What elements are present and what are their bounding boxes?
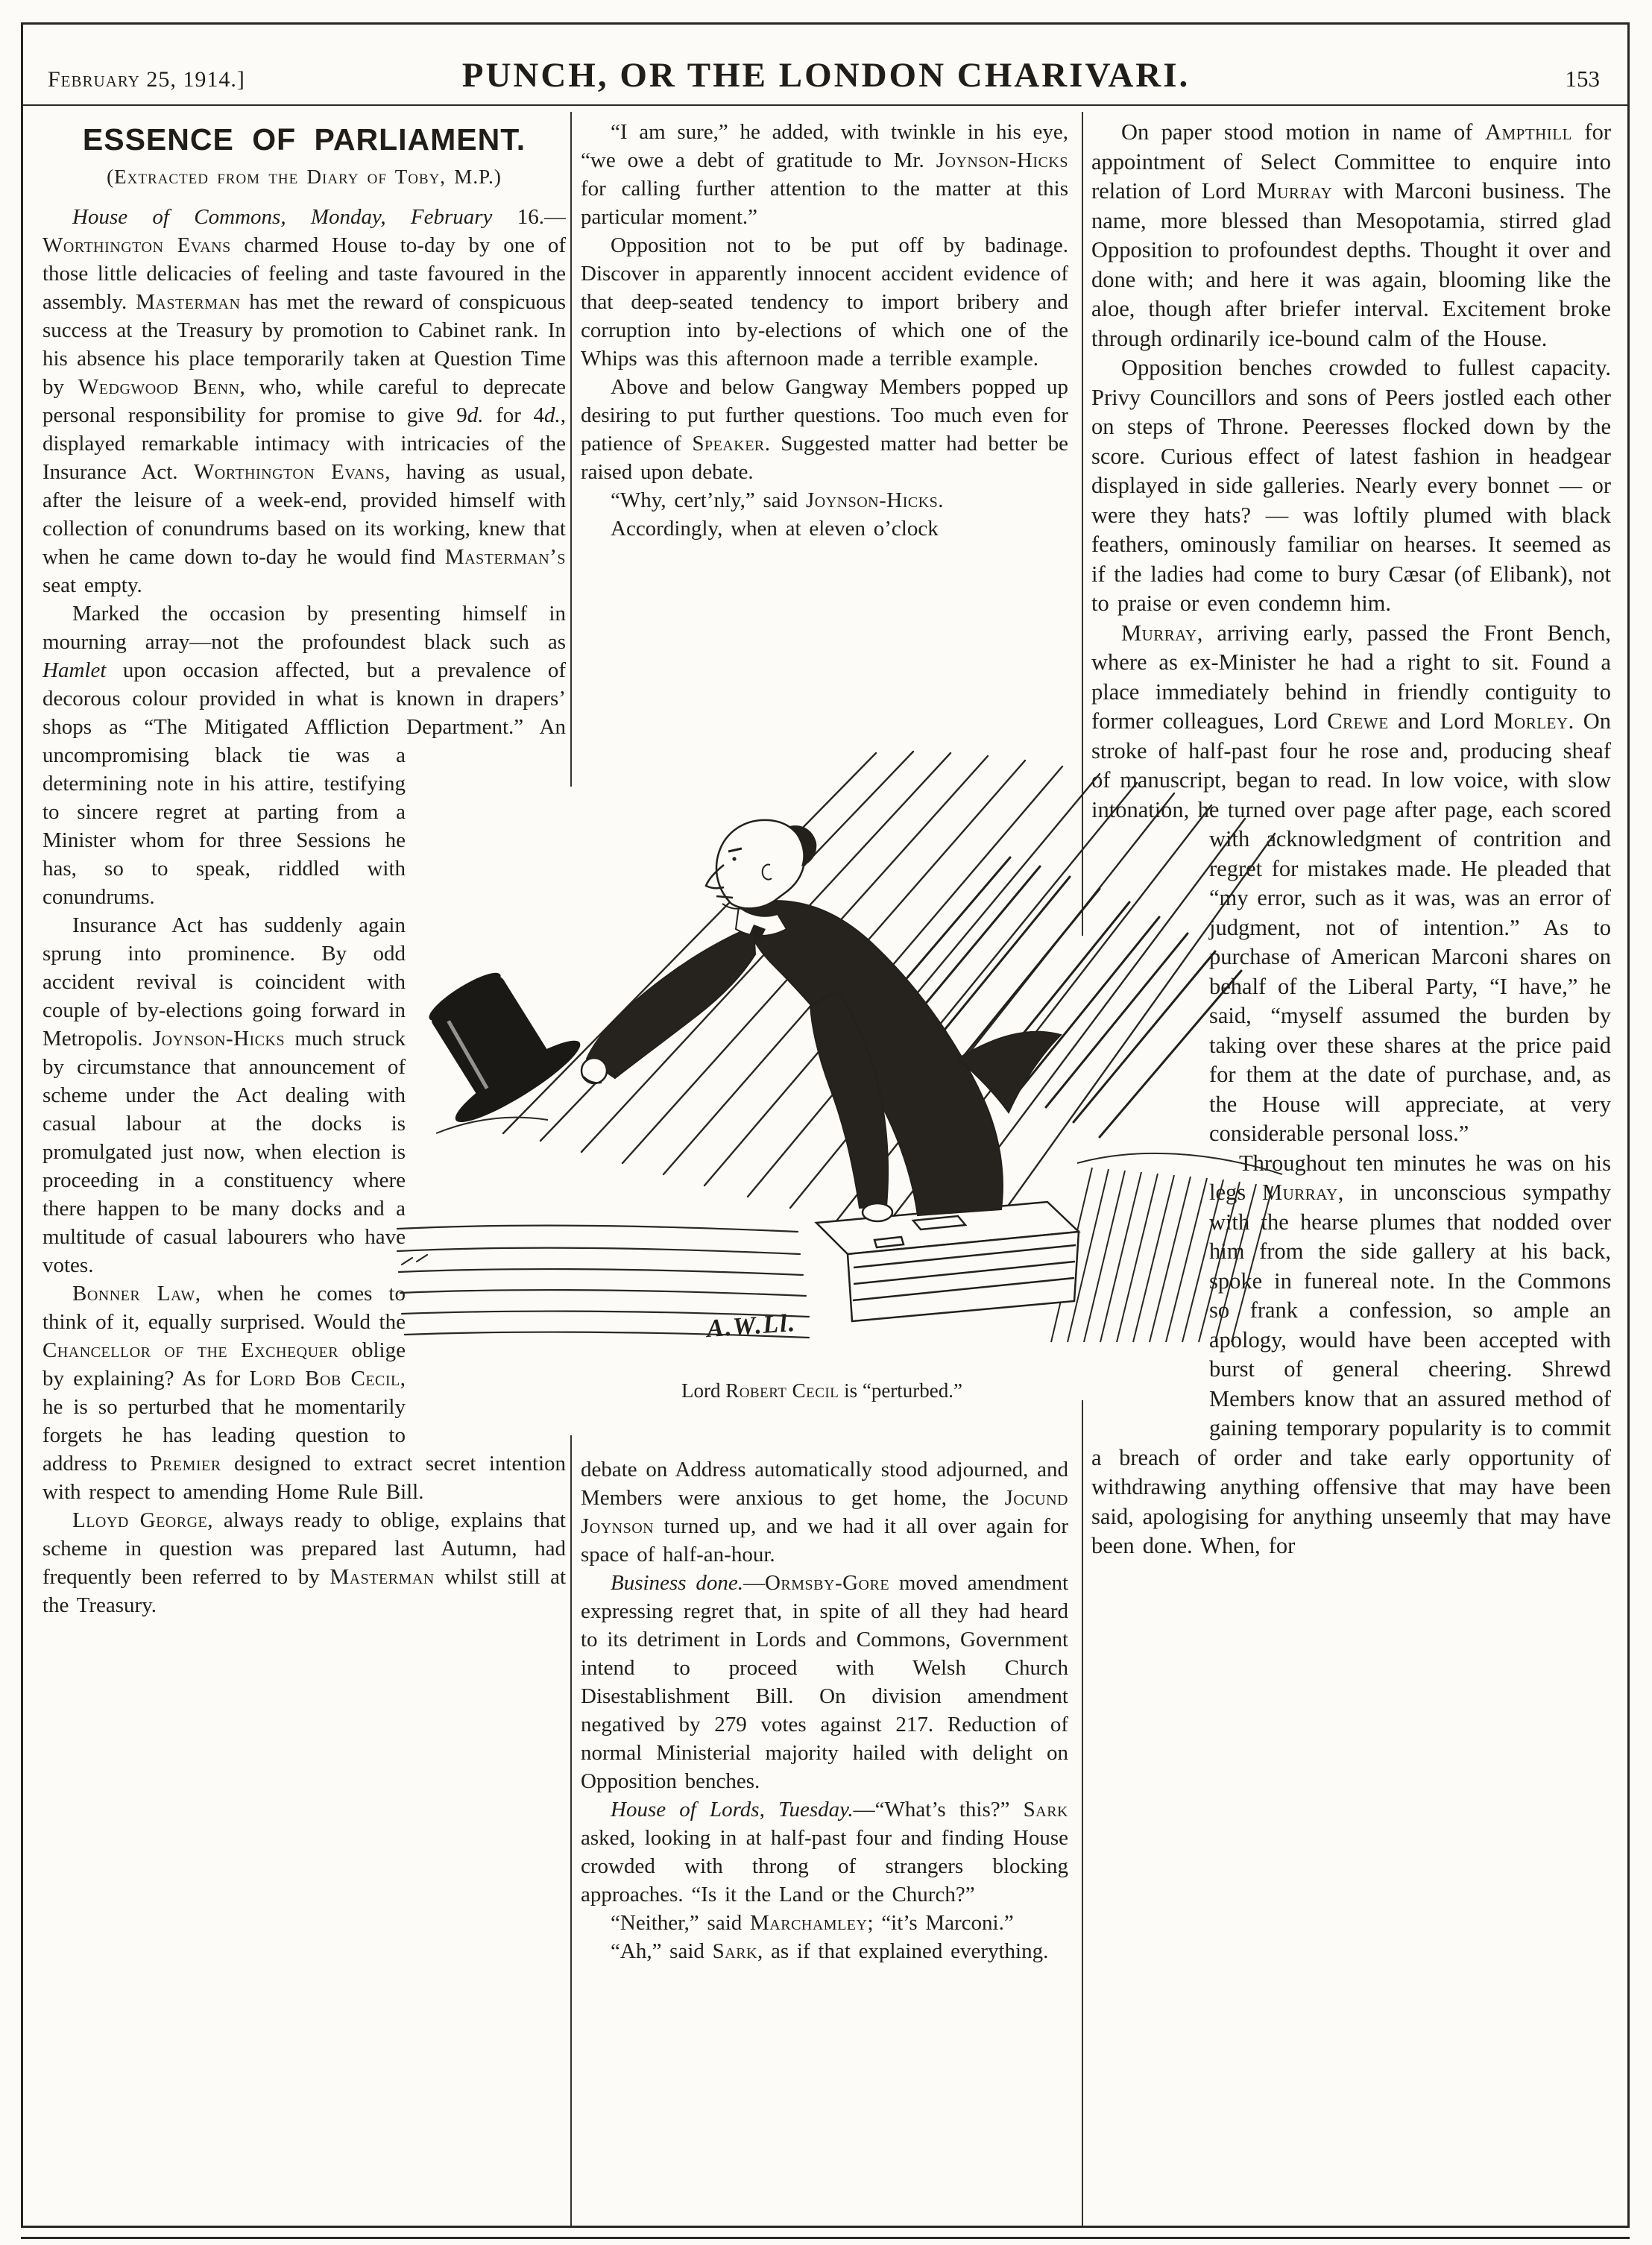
masthead: PUNCH, OR THE LONDON CHARIVARI. [461,56,1191,95]
paragraph: House of Lords, Tuesday.—“What’s this?” Sark asked, looking in at half-past four and finding House crowded with throng of strangers blocking approaches. “Is it the Land or the Church?” [581,1798,1068,1906]
paragraph: “I am sure,” he added, with twinkle in his eye, “we owe a debt of gratitude to Mr. Joynson-Hicks for calling further attention to the matter at this particular moment.” [581,120,1068,229]
bench-arm-hatch [1051,1153,1282,1342]
artist-signature: A.W.Ll. [705,1309,798,1344]
cartoon-illustration [391,746,1282,1368]
top-hat [397,949,587,1133]
paragraph: Above and below Gangway Members popped up desiring to put further questions. Too much even for patience of Speaker. Suggested matter had better be raised upon debate. [581,375,1068,484]
despatch-box [816,1202,1079,1321]
article-title: ESSENCE OF PARLIAMENT. [82,122,526,157]
column-rule-left-lower [570,1435,572,2226]
column-middle-lower [581,1455,1068,2225]
page-header [22,24,1630,103]
bottom-divider [21,2237,1630,2239]
motion-line [436,1118,548,1133]
paragraph: Opposition not to be put off by badinage. Discover in apparently innocent accident evidence of that deep-seated tendency to import bribery and corruption into by-elections of which one of the Whips was this afternoon made a terrible example. [581,233,1068,371]
paragraph: Insurance Act has suddenly again sprung into prominence. By odd accident revival is coincident with couple of by-elections going forward in Metropolis. Joynson-Hicks much struck by circumstance that announcement of scheme under the Act dealing with casual labour at the docks is promulgated just now, when election is proceeding in a constituency where there happen to be many docks and a multitude of casual labourers who have votes. [42,913,406,1277]
column-middle-upper [581,118,1068,722]
paragraph: “Neither,” said Marchamley; “it’s Marconi.” [611,1911,1014,1935]
paragraph: debate on Address automatically stood adjourned, and Members were anxious to get home, the Jocund Joynson turned up, and we had it all over again for space of half-an-hour. [581,1458,1068,1567]
issue-date: February 25, 1914.] [48,67,245,92]
illustration-caption: Lord Robert Cecil is “perturbed.” [681,1379,963,1402]
article-subtitle: (Extracted from the Diary of Toby, M.P.) [107,166,502,189]
paragraph: “Why, cert’nly,” said Joynson-Hicks. [611,488,944,512]
paragraph: Murray, arriving early, passed the Front Bench, where as ex-Minister he had a right to sit. Found a place immediately behind in friendly contiguity to former colleagues, Lord Crewe and Lord Morley. On stroke of half-past four he rose and, producing sheaf of manuscript, began to read. In low voice, with slow intonation, he turned over page after page, each scored with acknowledgment of contrition and regret for mistakes made. He pleaded that “my error, such as it was, was an error of judgment, not of intention.” As to purchase of American Marconi shares on behalf of the Liberal Party, “I have,” he said, “myself assumed the burden by taking over these shares at the price paid for them at the date of purchase, and, as the House will appreciate, at very considerable personal loss.” [1091,620,1611,1146]
paragraph: Business done.—Ormsby-Gore moved amendment expressing regret that, in spite of all they had heard to its detriment in Lords and Commons, Government intend to proceed with Welsh Church Disestablishment Bill. On division amendment negatived by 279 votes against 217. Reduction of normal Ministerial majority hailed with delight on Opposition benches. [581,1571,1068,1793]
figure-head [706,820,816,909]
header-divider [22,104,1628,106]
cartoon-drawing [391,746,1282,1364]
page-number: 153 [1565,66,1600,92]
paragraph: Bonner Law, when he comes to think of it, equally surprised. Would the Chancellor of the Exchequer oblige by explaining? As for Lord Bob Cecil, he is so perturbed that he momentarily forgets he has leading question to address to Premier designed to extract secret intention with respect to amending Home Rule Bill. [42,1281,566,1504]
paragraph: Accordingly, when at eleven o’clock [611,517,939,541]
paragraph: Marked the occasion by presenting himself in mourning array—not the profoundest black such as Hamlet upon occasion affected, but a prevalence of decorous colour provided in what is known in drapers’ shops as “The Mitigated Affliction Department.” An uncompromising black tie was a determining note in his attire, testifying to sincere regret at parting from a Minister whom for three Sessions he has, so to speak, riddled with conundrums. [42,601,566,909]
paragraph: “Ah,” said Sark, as if that explained everything. [611,1939,1049,1963]
paragraph: On paper stood motion in name of Ampthill for appointment of Select Committee to enquire into relation of Lord Murray with Marconi business. The name, more blessed than Mesopotamia, stirred glad Opposition to profoundest depths. Thought it over and done with; and here it was again, blooming like the aloe, though after briefer interval. Excitement broke through ordinarily ice-bound calm of the House. [1091,119,1611,351]
paragraph: Opposition benches crowded to fullest capacity. Privy Councillors and sons of Peers jostled each other on steps of Throne. Peeresses flocked down by the score. Curious effect of latest fashion in headgear displayed in side galleries. Nearly every bonnet — or were they hats? — was loftily plumed with black feathers, ominously familiar on hearses. It seemed as if the ladies had come to bury Cæsar (of Elibank), not to praise or even condemn him. [1091,355,1611,616]
column-rule-left-upper [570,112,572,787]
paragraph: House of Commons, Monday, February 16.—Worthington Evans charmed House to-day by one of those little delicacies of feeling and taste favoured in the assembly. Masterman has met the reward of conspicuous success at the Treasury by promotion to Cabinet rank. In his absence his place temporarily taken at Question Time by Wedgwood Benn, who, while careful to deprecate personal responsibility for promise to give 9d. for 4d., displayed remarkable intimacy with intricacies of the Insurance Act. Worthington Evans, having as usual, after the leisure of a week-end, provided himself with collection of conundrums based on its working, knew that when he came down to-day he would find Masterman’s seat empty. [42,204,566,597]
paragraph: Lloyd George, always ready to oblige, explains that scheme in question was prepared last Autumn, had frequently been referred to by Masterman whilst still at the Treasury. [42,1508,566,1617]
paragraph: Throughout ten minutes he was on his legs Murray, in unconscious sympathy with the hearse plumes that nodded over him from the side gallery at his back, spoke in funereal note. In the Commons so frank a confession, so ample an apology, would have been accepted with burst of general cheering. Shrewd Members know that an assured method of gaining temporary popularity is to commit a breach of order and take early opportunity of withdrawing anything offensive that may have been said, apologising for anything unseemly that may have been done. When, for [1091,1150,1611,1558]
column-rule-right-lower [1082,1400,1083,2226]
